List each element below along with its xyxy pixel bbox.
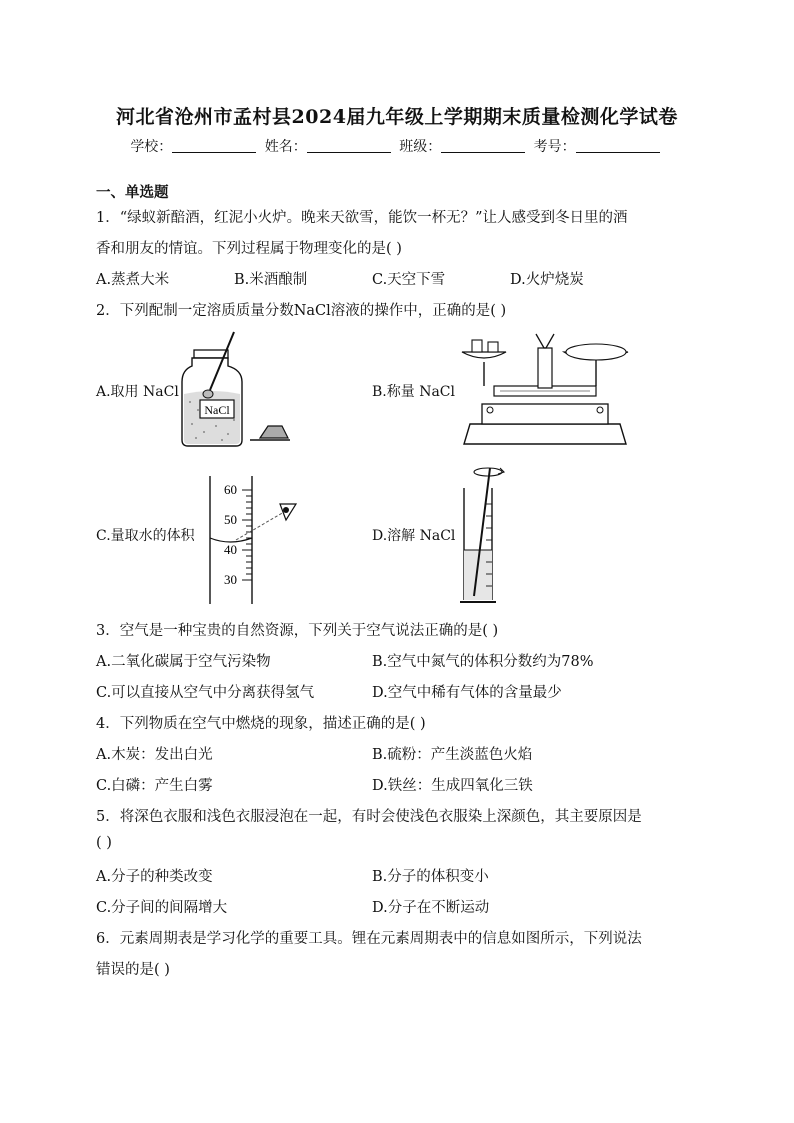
q1-stem-line2: 香和朋友的情谊。下列过程属于物理变化的是( )	[96, 241, 402, 257]
name-blank[interactable]	[307, 138, 391, 153]
graduated-cylinder-figure	[200, 474, 310, 606]
q1-option-b[interactable]: B.米酒酿制	[234, 272, 308, 288]
q1-option-a[interactable]: A.蒸煮大米	[96, 272, 170, 288]
jar-label: NaCl	[204, 403, 230, 417]
q5-option-c[interactable]: C.分子间的间隔增大	[96, 900, 228, 916]
q1-stem-line1: 1．“绿蚁新醅酒，红泥小火炉。晚来天欲雪，能饮一杯无？”让人感受到冬日里的酒	[96, 210, 628, 226]
q3-option-d[interactable]: D.空气中稀有气体的含量最少	[372, 685, 562, 701]
school-blank[interactable]	[172, 138, 256, 153]
q3-option-b[interactable]: B.空气中氮气的体积分数约为78%	[372, 654, 594, 670]
q5-option-d[interactable]: D.分子在不断运动	[372, 900, 490, 916]
section-heading: 一、单选题	[96, 184, 169, 201]
q4-option-c[interactable]: C.白磷：产生白雾	[96, 778, 213, 794]
q1-option-d[interactable]: D.火炉烧炭	[510, 272, 584, 288]
q3-option-a[interactable]: A.二氧化碳属于空气污染物	[96, 654, 271, 670]
q1-option-c[interactable]: C.天空下雪	[372, 272, 446, 288]
q4-option-d[interactable]: D.铁丝：生成四氧化三铁	[372, 778, 533, 794]
scale-mark-40: 40	[224, 542, 237, 557]
q6-stem-line1: 6．元素周期表是学习化学的重要工具。锂在元素周期表中的信息如图所示，下列说法	[96, 931, 642, 947]
q6-stem-line2: 错误的是( )	[96, 962, 170, 978]
q2-stem: 2．下列配制一定溶质质量分数NaCl溶液的操作中，正确的是( )	[96, 303, 507, 319]
scale-mark-60: 60	[224, 482, 237, 497]
page-title: 河北省沧州市孟村县2024届九年级上学期期末质量检测化学试卷	[116, 106, 678, 128]
school-label: 学校：	[130, 139, 173, 155]
scale-mark-50: 50	[224, 512, 237, 527]
number-blank[interactable]	[576, 138, 660, 153]
q4-stem: 4．下列物质在空气中燃烧的现象，描述正确的是( )	[96, 716, 426, 732]
class-label: 班级：	[399, 139, 442, 155]
name-label: 姓名：	[264, 139, 307, 155]
q5-option-a[interactable]: A.分子的种类改变	[96, 869, 213, 885]
q3-stem: 3．空气是一种宝贵的自然资源，下列关于空气说法正确的是( )	[96, 623, 499, 639]
q4-option-b[interactable]: B.硫粉：产生淡蓝色火焰	[372, 747, 533, 763]
q5-stem-line2: ( )	[96, 835, 112, 851]
student-info-row	[0, 136, 794, 156]
q2-option-d[interactable]: D.溶解 NaCl	[372, 528, 456, 544]
q2-option-a[interactable]: A.取用 NaCl	[96, 384, 179, 400]
stirring-cylinder-figure	[456, 464, 516, 608]
q2-option-c[interactable]: C.量取水的体积	[96, 528, 195, 544]
q3-option-c[interactable]: C.可以直接从空气中分离获得氢气	[96, 685, 315, 701]
q5-stem-line1: 5．将深色衣服和浅色衣服浸泡在一起，有时会使浅色衣服染上深颜色，其主要原因是	[96, 809, 642, 825]
balance-scale-figure	[460, 328, 630, 450]
scale-mark-30: 30	[224, 572, 237, 587]
q5-option-b[interactable]: B.分子的体积变小	[372, 869, 489, 885]
reagent-jar-figure	[178, 328, 290, 450]
class-blank[interactable]	[441, 138, 525, 153]
q2-option-b[interactable]: B.称量 NaCl	[372, 384, 455, 400]
number-label: 考号：	[533, 139, 576, 155]
q4-option-a[interactable]: A.木炭：发出白光	[96, 747, 213, 763]
